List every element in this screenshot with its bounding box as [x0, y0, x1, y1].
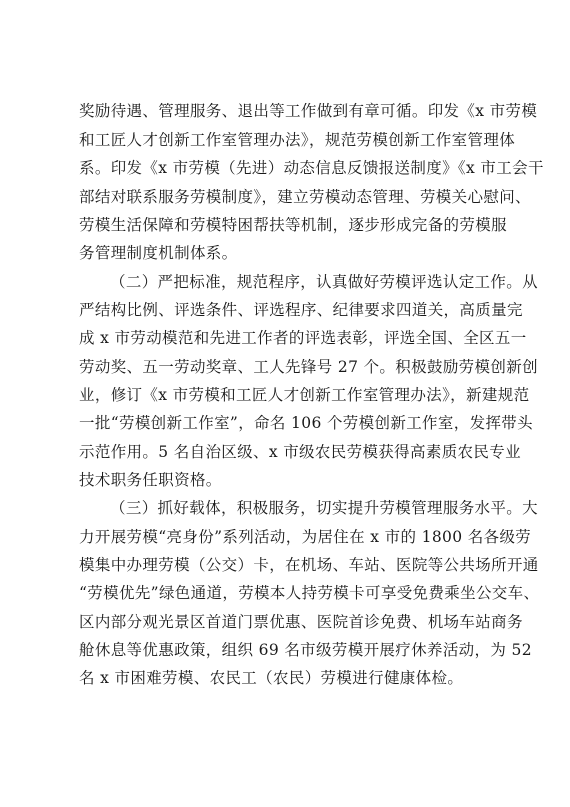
- paragraph-line: 业，修订《x 市劳模和工匠人才创新工作室管理办法》，新建规范: [79, 386, 530, 404]
- section-heading-line: （二）严把标准，规范程序，认真做好劳模评选认定工作。从: [110, 273, 538, 291]
- section-heading-line: （三）抓好载体，积极服务，切实提升劳模管理服务水平。大: [110, 499, 538, 517]
- paragraph-line: 力开展劳模“亮身份”系列活动，为居住在 x 市的 1800 名各级劳: [79, 528, 532, 546]
- paragraph-line: 奖励待遇、管理服务、退出等工作做到有章可循。印发《x 市劳模: [79, 102, 538, 120]
- paragraph-line: 一批“劳模创新工作室”，命名 106 个劳模创新工作室，发挥带头: [79, 414, 533, 432]
- paragraph-line: 名 x 市困难劳模、农民工（农民）劳模进行健康体检。: [79, 669, 464, 687]
- paragraph-line: 系。印发《x 市劳模（先进）动态信息反馈报送制度》《x 市工会干: [79, 159, 544, 177]
- paragraph-line: 劳模生活保障和劳模特困帮扶等机制，逐步形成完备的劳模服: [79, 216, 507, 234]
- paragraph-line: 舱休息等优惠政策，组织 69 名市级劳模开展疗休养活动，为 52: [79, 641, 532, 659]
- paragraph-line: 区内部分观光景区首道门票优惠、医院首诊免费、机场车站商务: [79, 613, 523, 631]
- paragraph-line: 劳动奖、五一劳动奖章、工人先锋号 27 个。积极鼓励劳模创新创: [79, 358, 538, 376]
- paragraph-line: “劳模优先”绿色通道，劳模本人持劳模卡可享受免费乘坐公交车、: [79, 584, 540, 602]
- paragraph-line: 技术职务任职资格。: [79, 471, 222, 489]
- paragraph-line: 务管理制度机制体系。: [79, 244, 238, 262]
- paragraph-line: 成 x 市劳动模范和先进工作者的评选表彰，评选全国、全区五一: [79, 329, 527, 347]
- paragraph-line: 部结对联系服务劳模制度》，建立劳模动态管理、劳模关心慰问、: [79, 188, 531, 206]
- paragraph-line: 严结构比例、评选条件、评选程序、纪律要求四道关，高质量完: [79, 301, 523, 319]
- paragraph-line: 示范作用。5 名自治区级、x 市级农民劳模获得高素质农民专业: [79, 443, 521, 461]
- paragraph-line: 模集中办理劳模（公交）卡，在机场、车站、医院等公共场所开通: [79, 556, 539, 574]
- paragraph-line: 和工匠人才创新工作室管理办法》，规范劳模创新工作室管理体: [79, 131, 516, 149]
